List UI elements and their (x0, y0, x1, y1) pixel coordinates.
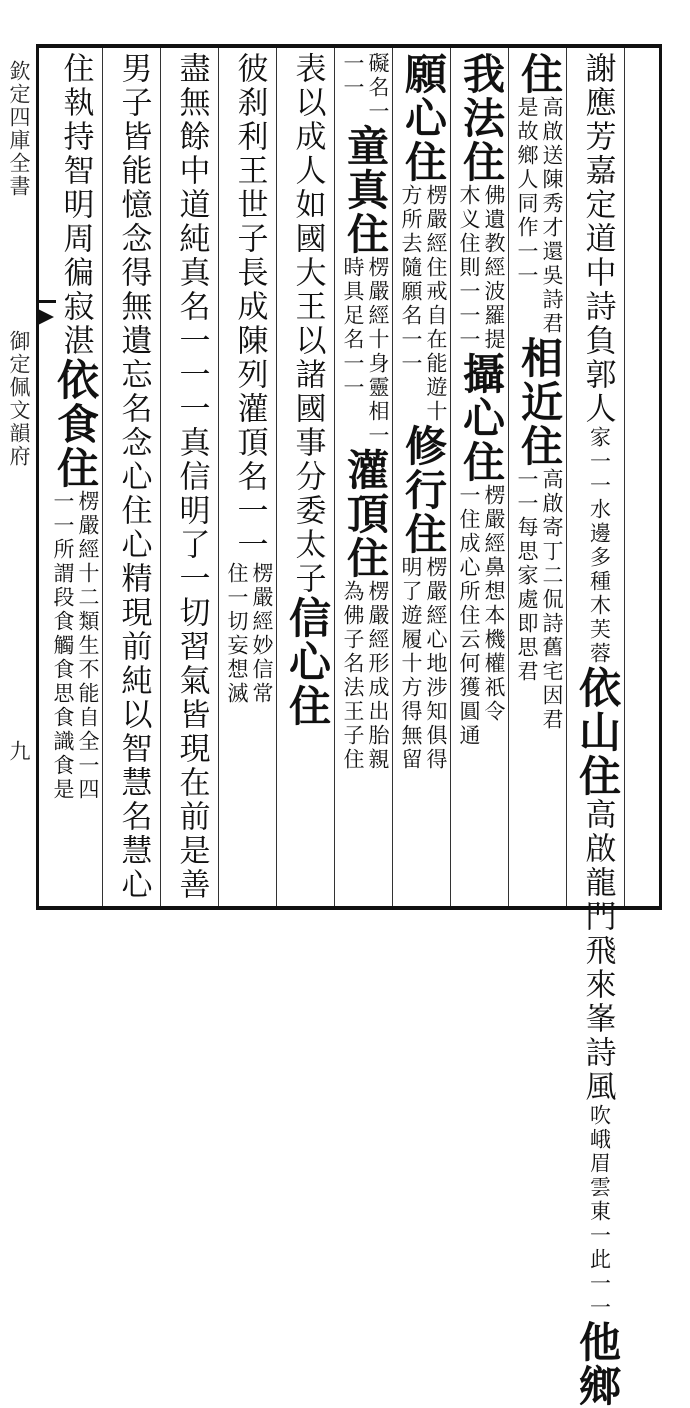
headword: 修行住 (399, 424, 448, 556)
annotation-right: 楞嚴經鼻想本機權祇令 (482, 484, 506, 724)
text-column-11 (44, 52, 45, 902)
annotation-left: 是故鄉人同作一一 (515, 96, 539, 288)
main-text: 表以成人如國大王以諸國事分委太子 (289, 52, 326, 596)
annotation-pair (342, 52, 388, 124)
annotation-left: 明了遊履十方得無留 (399, 556, 423, 772)
annotation-pair (400, 184, 446, 424)
annotation-pair (458, 184, 504, 352)
text-column-6 (278, 52, 336, 902)
main-text: 盡無餘中道純真名一一一真信明了一切習氣皆現在前是善 (173, 52, 210, 902)
annotation-right: 楞嚴經住戒自在能遊十 (424, 184, 448, 424)
text-column-7 (220, 52, 278, 902)
main-text: 男子皆能憶念得無遺忘名念心住心精現前純以智慧名慧心 (115, 52, 152, 902)
headword: 信心住 (283, 596, 332, 728)
annotation-left: 方所去隨願名一一 (399, 184, 423, 376)
main-text: 謝應芳嘉定道中詩負郭人 (579, 52, 616, 426)
text-column-5 (336, 52, 394, 902)
text-column-1 (568, 52, 626, 1408)
annotation-left: 一住成心所住云何獲圓通 (457, 484, 481, 748)
frame-bottom-border (36, 906, 662, 910)
spine-book-title: 欽定四庫全書 (7, 60, 31, 198)
text-column-10 (46, 52, 104, 902)
text-column-3 (452, 52, 510, 902)
annotation-right: 楞嚴經十身靈相一 (366, 256, 390, 448)
headword: 他鄉 (573, 1320, 622, 1408)
text-column-8 (162, 52, 220, 902)
annotation-right: 楞嚴經十二類生不能自全一四 (76, 490, 100, 802)
headword: 住 (515, 52, 564, 96)
annotation-left: 一一 (341, 52, 365, 100)
headword: 灌頂住 (341, 448, 390, 580)
annotation-pair (516, 96, 562, 336)
annotation-left: 木义住則一一一 (457, 184, 481, 352)
text-column-9 (104, 52, 162, 902)
frame-right-border (659, 44, 662, 910)
main-text: 住執持智明周徧寂湛 (57, 52, 94, 358)
annotation-right: 家一一水邊多種木芙蓉 (587, 426, 612, 666)
headword: 童真住 (341, 124, 390, 256)
annotation-right: 高啟送陳秀才還吳詩君 (540, 96, 564, 336)
annotation-pair (400, 556, 446, 772)
frame-left-border (36, 44, 39, 910)
annotation-pair (342, 580, 388, 772)
spine-volume-title: 御定佩文韻府 (7, 330, 31, 468)
annotation-left: 一一每思家處即思君 (515, 468, 539, 684)
headword: 攝心住 (457, 352, 506, 484)
annotation-pair (516, 468, 562, 732)
annotation-right: 佛遺教經波羅提 (482, 184, 506, 352)
annotation-right: 楞嚴經心地涉知俱得 (424, 556, 448, 772)
annotation-right: 楞嚴經妙信常 (250, 562, 274, 706)
headword: 我法住 (457, 52, 506, 184)
annotation-right: 礙名一 (366, 52, 390, 124)
annotation-pair (585, 426, 610, 666)
annotation-pair (226, 562, 272, 706)
annotation-right: 楞嚴經形成出胎親 (366, 580, 390, 772)
headword: 相近住 (515, 336, 564, 468)
annotation-left: 為佛子名法王子住 (341, 580, 365, 772)
annotation-pair (458, 484, 504, 748)
annotation-pair (342, 256, 388, 448)
main-text: 高啟龍門飛來峯詩風 (579, 798, 616, 1104)
text-column-4 (394, 52, 452, 902)
frame-top-border (36, 44, 662, 48)
headword: 依食住 (51, 358, 100, 490)
annotation-left: 一一所謂段食觸食思食識食是 (51, 490, 75, 802)
spine-page-number: 九 (7, 740, 31, 763)
annotation-pair (585, 1104, 610, 1320)
annotation-right: 吹峨眉雲東一此一一 (587, 1104, 612, 1320)
annotation-left: 住一切妄想滅 (225, 562, 249, 706)
text-column-2 (510, 52, 568, 902)
headword: 依山住 (573, 666, 622, 798)
annotation-right: 高啟寄丁二侃詩舊宅因君 (540, 468, 564, 732)
annotation-pair (52, 490, 98, 802)
main-text: 彼刹利王世子長成陳列灌頂名一一 (231, 52, 268, 562)
headword: 願心住 (399, 52, 448, 184)
annotation-left: 時具足名一一 (341, 256, 365, 400)
